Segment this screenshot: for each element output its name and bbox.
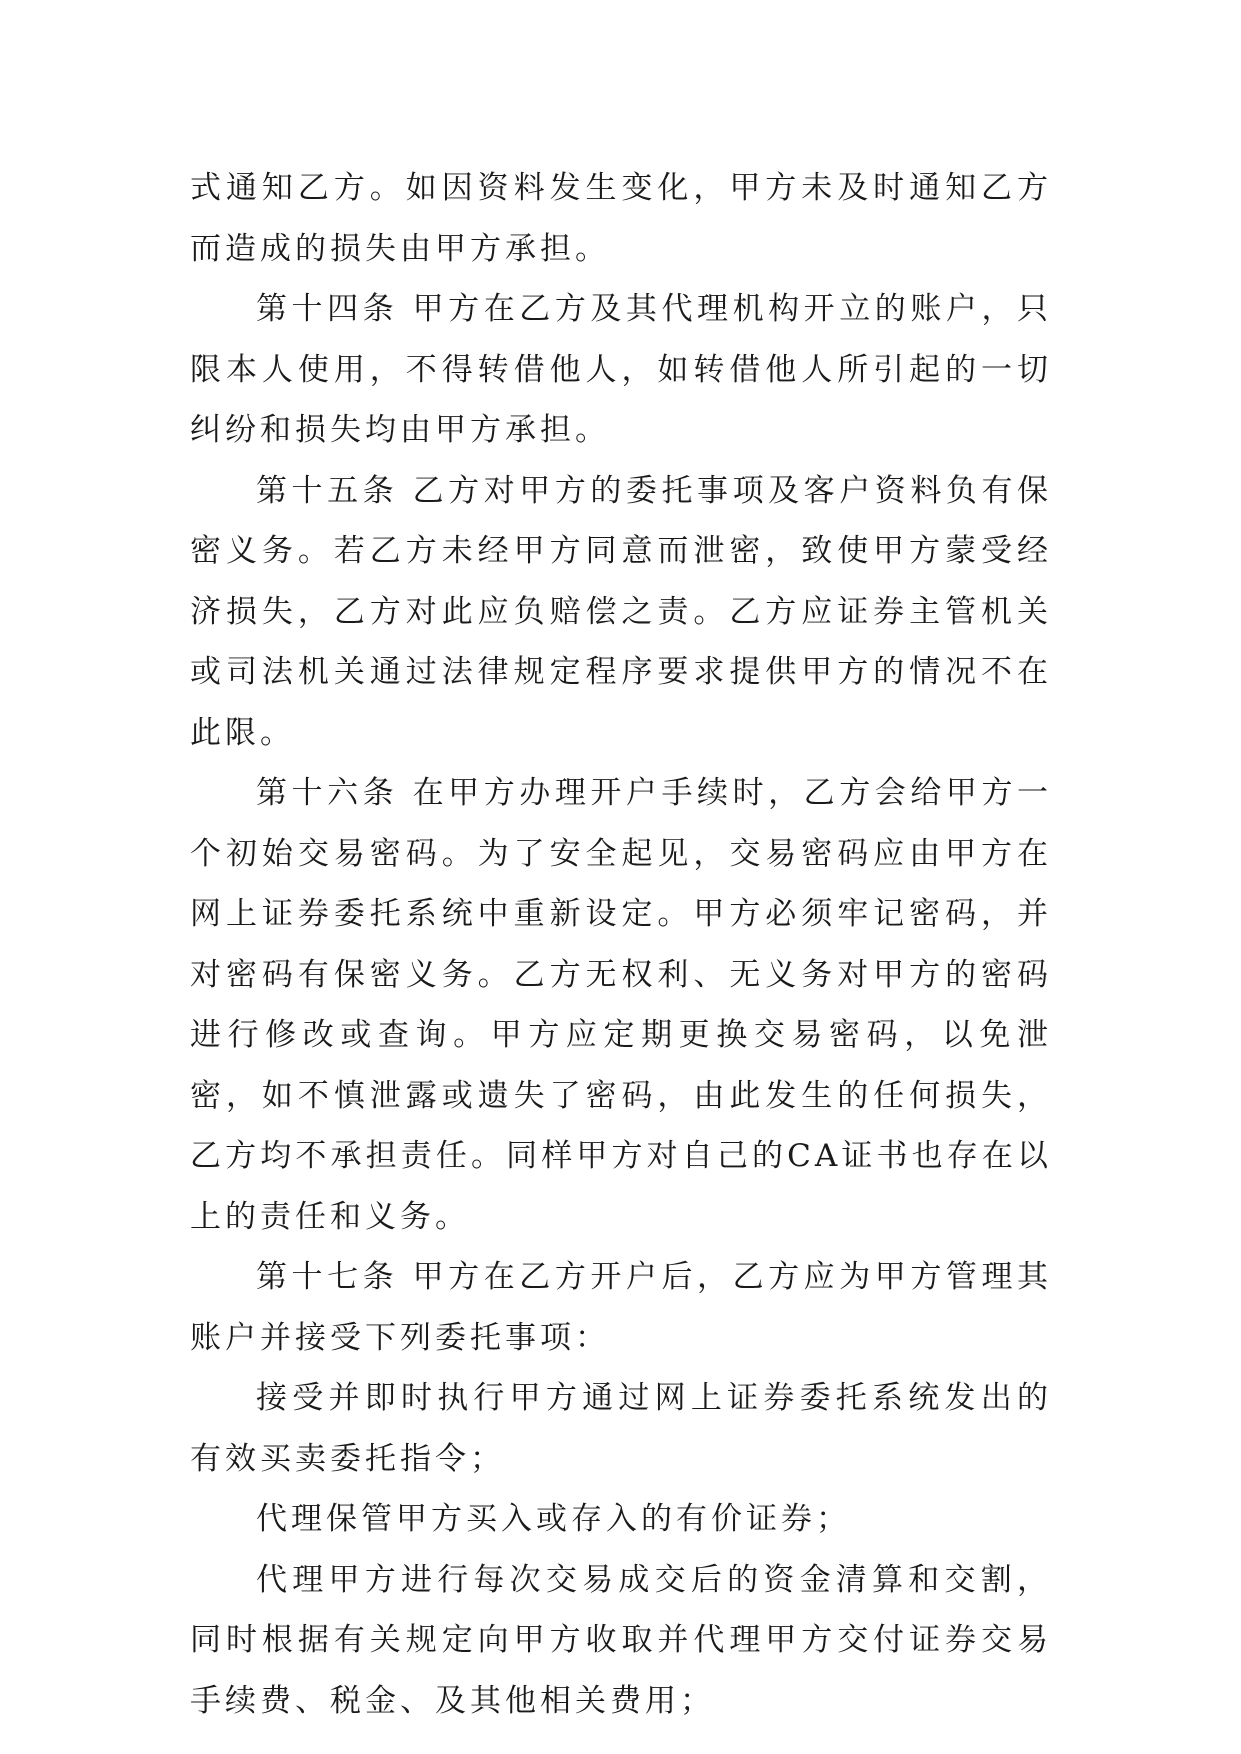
paragraph-item-custody: 代理保管甲方买入或存入的有价证券； xyxy=(256,1501,851,1537)
paragraph-continuation: 式通知乙方。如因资料发生变化，甲方未及时通知乙方而造成的损失由甲方承担。 xyxy=(190,170,1052,267)
paragraph-article-16: 第十六条 在甲方办理开户手续时，乙方会给甲方一个初始交易密码。为了安全起见，交易密码应由甲方在网上证券委托系统中重新设定。甲方必须牢记密码，并对密码有保密义务。乙方无权利、无义务对甲方的密码进行修改或查询。甲方应定期更换交易密码，以免泄密，如不慎泄露或遗失了密码，由此发生的任何损失，乙方均不承担责任。同样甲方对自己的CA证书也存在以上的责任和义务。 xyxy=(190,775,1052,1235)
paragraph-article-15: 第十五条 乙方对甲方的委托事项及客户资料负有保密义务。若乙方未经甲方同意而泄密，致使甲方蒙受经济损失，乙方对此应负赔偿之责。乙方应证券主管机关或司法机关通过法律规定程序要求提供甲方的情况不在此限。 xyxy=(190,472,1052,751)
document-body xyxy=(190,158,1052,1731)
paragraph-article-17: 第十七条 甲方在乙方开户后，乙方应为甲方管理其账户并接受下列委托事项： xyxy=(190,1259,1052,1356)
paragraph-item-orders: 接受并即时执行甲方通过网上证券委托系统发出的有效买卖委托指令； xyxy=(190,1380,1052,1477)
paragraph-article-14: 第十四条 甲方在乙方及其代理机构开立的账户，只限本人使用，不得转借他人，如转借他人所引起的一切纠纷和损失均由甲方承担。 xyxy=(190,291,1052,448)
paragraph-item-settlement: 代理甲方进行每次交易成交后的资金清算和交割，同时根据有关规定向甲方收取并代理甲方交付证券交易手续费、税金、及其他相关费用； xyxy=(190,1561,1052,1719)
